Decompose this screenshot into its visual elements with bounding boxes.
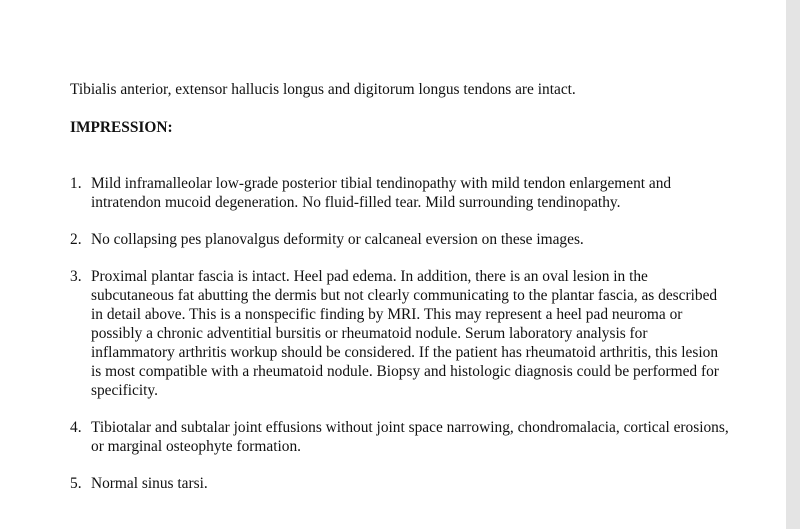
list-item-text: Mild inframalleolar low-grade posterior tibial tendinopathy with mild tendon enlargement and intratendon mucoid degeneration. No fluid-filled tear. Mild surrounding tendinopathy. — [91, 175, 672, 211]
list-item-number: 2. — [70, 231, 82, 248]
list-item — [70, 230, 730, 249]
list-item-text: Normal sinus tarsi. — [91, 475, 208, 492]
list-item — [70, 474, 730, 493]
list-item-number: 5. — [70, 475, 82, 492]
list-item-number: 3. — [70, 268, 82, 285]
list-item-number: 4. — [70, 419, 82, 436]
report-body — [70, 80, 730, 511]
window-scroll-edge[interactable] — [786, 0, 800, 529]
list-item-text: Tibiotalar and subtalar joint effusions without joint space narrowing, chondromalacia, cortical erosions, or marginal osteophyte formation. — [91, 419, 729, 455]
impression-list — [70, 174, 730, 493]
tendon-status-paragraph: Tibialis anterior, extensor hallucis longus and digitorum longus tendons are intact. — [70, 81, 576, 98]
list-item — [70, 174, 730, 212]
list-item-number: 1. — [70, 175, 82, 192]
impression-heading: IMPRESSION: — [70, 119, 173, 136]
list-item-text: No collapsing pes planovalgus deformity or calcaneal eversion on these images. — [91, 231, 584, 248]
list-item — [70, 418, 730, 456]
list-item — [70, 267, 730, 400]
list-item-text: Proximal plantar fascia is intact. Heel pad edema. In addition, there is an oval lesion in the subcutaneous fat abutting the dermis but not clearly communicating to the plantar fascia, as described in detail above. This is a nonspecific finding by MRI. This may represent a heel pad neuroma or possibly a chronic adventitial bursitis or rheumatoid nodule. Serum laboratory analysis for inflammatory arthritis workup should be considered. If the patient has rheumatoid arthritis, this lesion is most compatible with a rheumatoid nodule. Biopsy and histologic diagnosis could be performed for specificity. — [91, 268, 719, 399]
